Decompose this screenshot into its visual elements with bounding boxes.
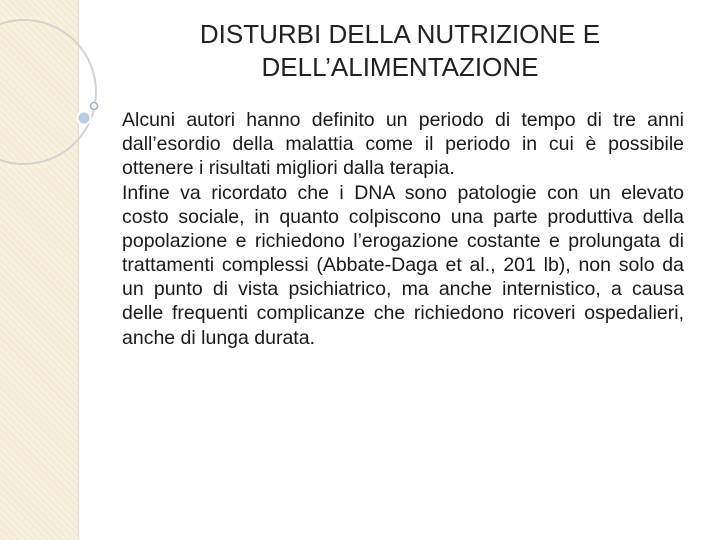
paragraph-therapy-period: Alcuni autori hanno definito un periodo di tempo di tre anni dall’esordio della malattia come il periodo in cui è possibile ottenere i risultati migliori dalla terapia. — [122, 109, 684, 180]
paragraph-social-cost: Infine va ricordato che i DNA sono patologie con un elevato costo sociale, in quanto colpiscono una parte produttiva della popolazione e richiedono l’erogazione costante e prolungata di trattamenti complessi (Abbate-Daga et al., 201 lb), non solo da un punto di vista psichiatrico, ma anche internistico, a causa delle frequenti complicanze che richiedono ricoveri ospedalieri, anche di lunga durata. — [122, 181, 684, 349]
slide-title-line-1: DISTURBI DELLA NUTRIZIONE E — [199, 19, 601, 49]
side-divider-line — [78, 0, 79, 540]
accent-decor-dot — [78, 112, 91, 125]
small-decor-circle — [91, 103, 98, 110]
slide-title — [120, 18, 680, 85]
slide-title-line-2: DELL’ALIMENTAZIONE — [261, 52, 539, 83]
slide-body — [122, 108, 684, 350]
side-decor-band — [0, 0, 78, 540]
